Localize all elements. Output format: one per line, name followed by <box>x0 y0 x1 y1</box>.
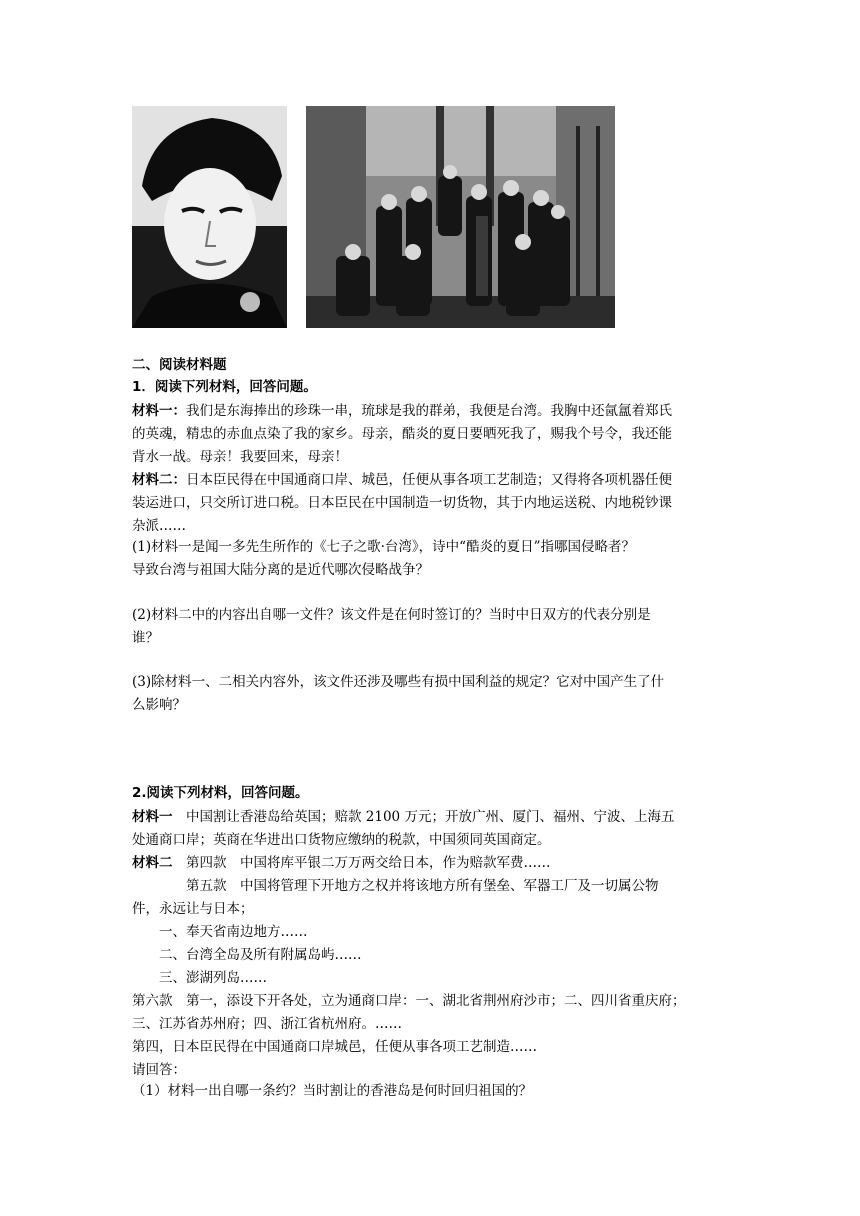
q1-material1-text: 我们是东海捧出的珍珠一串，琉球是我的群弟，我便是台湾。我胸中还氤氲着郑氏 <box>186 403 672 419</box>
q1-material1-line <box>132 402 732 420</box>
q2-prompt: 请回答： <box>132 1062 186 1078</box>
q2-material2-text: 第四款 中国将库平银二万万两交给日本，作为赔款军费…… <box>172 855 551 871</box>
q2-subquestion-1: （1）材料一出自哪一条约？当时割让的香港岛是何时回归祖国的？ <box>132 1083 533 1099</box>
q1-material1-line: 背水一战。母亲！我要回来，母亲！ <box>132 449 348 465</box>
q1-subquestion-1: (1)材料一是闻一多先生所作的《七子之歌·台湾》，诗中“酷炎的夏日”指哪国侵略者？ <box>132 539 635 555</box>
q1-material2-label: 材料二： <box>132 472 186 488</box>
q1-material2-line: 杂派…… <box>132 518 186 534</box>
section-title: 二、阅读材料题 <box>132 357 227 373</box>
q2-material2-line: 第六款 第一，添设下开各处，立为通商口岸：一、湖北省荆州府沙市；二、四川省重庆府； <box>132 993 686 1009</box>
q1-material1-label: 材料一： <box>132 403 186 419</box>
q2-material2-line: 三、江苏省苏州府；四、浙江省杭州府。…… <box>132 1016 402 1032</box>
q1-title: 1．阅读下列材料，回答问题。 <box>132 379 317 395</box>
q2-material2-label: 材料二 <box>132 855 173 871</box>
q2-material1-line <box>132 808 732 826</box>
q2-material2-line: 第四，日本臣民得在中国通商口岸城邑，任便从事各项工艺制造…… <box>132 1039 537 1055</box>
q2-material2-line: 一、奉天省南边地方…… <box>132 924 308 940</box>
q1-subquestion-1: 导致台湾与祖国大陆分离的是近代哪次侵略战争？ <box>132 562 429 578</box>
q2-material1-text: 中国割让香港岛给英国；赔款 2100 万元；开放广州、厦门、福州、宁波、上海五 <box>172 809 675 825</box>
q2-material1-line: 处通商口岸；英商在华进出口货物应缴纳的税款，中国须同英国商定。 <box>132 832 551 848</box>
q1-subquestion-3: 么影响？ <box>132 697 186 713</box>
q2-material2-line: 第五款 中国将管理下开地方之权并将该地方所有堡垒、军器工厂及一切属公物 <box>132 878 659 894</box>
q2-material2-line: 件，永远让与日本； <box>132 901 254 917</box>
q2-material1-label: 材料一 <box>132 809 173 825</box>
portrait-photo <box>132 106 287 328</box>
q2-material2-line <box>132 854 732 872</box>
q1-material2-line: 装运进口，只交所订进口税。日本臣民在中国制造一切货物，其于内地运送税、内地税钞课 <box>132 495 672 511</box>
q2-material2-line: 二、台湾全岛及所有附属岛屿…… <box>132 947 362 963</box>
q1-material2-line <box>132 471 732 489</box>
q1-subquestion-3: (3)除材料一、二相关内容外，该文件还涉及哪些有损中国利益的规定？它对中国产生了什 <box>132 674 665 690</box>
q2-title: 2.阅读下列材料，回答问题。 <box>132 785 309 801</box>
q1-material1-line: 的英魂，精忠的赤血点染了我的家乡。母亲，酷炎的夏日要晒死我了，赐我个号令，我还能 <box>132 426 672 442</box>
q2-material2-line: 三、澎湖列岛…… <box>132 970 267 986</box>
q1-subquestion-2: (2)材料二中的内容出自哪一文件？该文件是在何时签订的？当时中日双方的代表分别是 <box>132 607 651 623</box>
q1-subquestion-2: 谁？ <box>132 630 159 646</box>
q1-material2-text: 日本臣民得在中国通商口岸、城邑，任便从事各项工艺制造；又得将各项机器任便 <box>186 472 672 488</box>
crew-group-photo <box>306 106 615 328</box>
